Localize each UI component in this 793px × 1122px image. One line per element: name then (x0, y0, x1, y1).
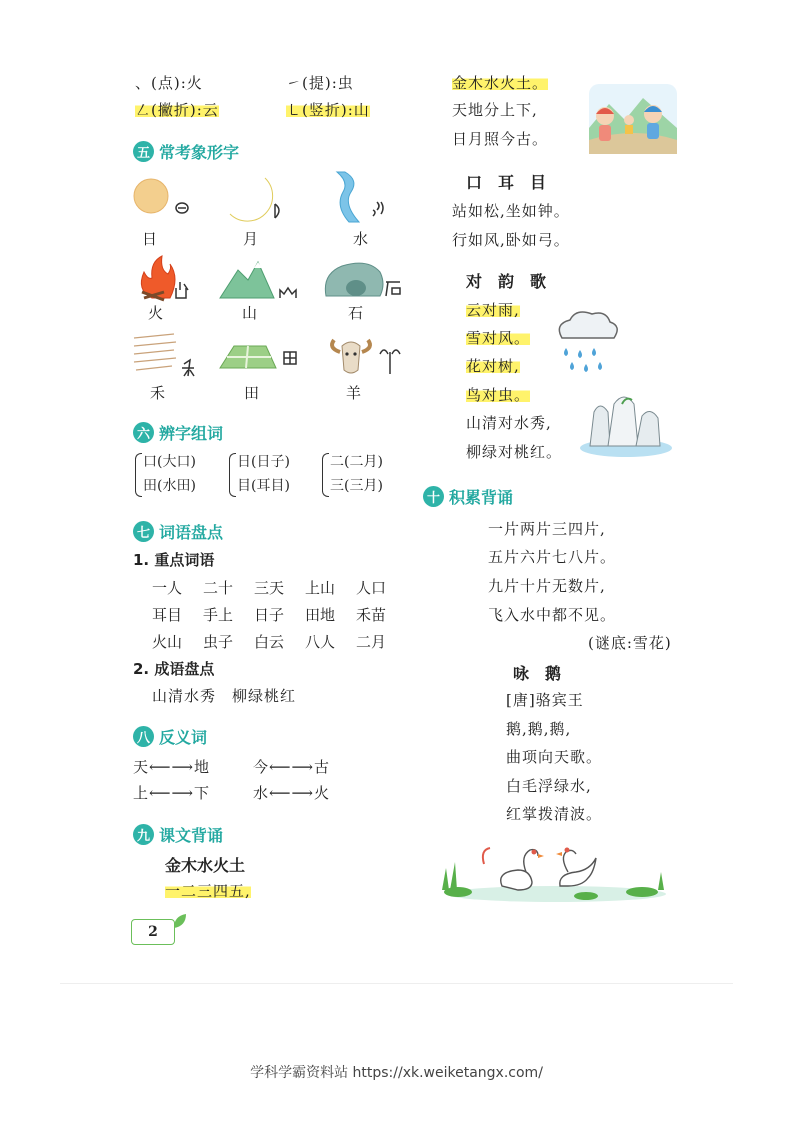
word-group-2 (237, 450, 290, 498)
pictograph-label: 羊 (346, 384, 362, 402)
section-number-badge: 六 (133, 422, 154, 443)
brace (135, 453, 142, 497)
section5-header (133, 140, 239, 163)
stroke-shuzhe: ㇄(竖折):山 (286, 101, 370, 119)
antonym-pair: 上⟵⟶下 (133, 784, 211, 802)
grain-icon (132, 332, 222, 380)
word: 人口 (356, 579, 387, 597)
poem-line: 站如松,坐如钟。 (452, 202, 570, 220)
section-title: 辨字组词 (159, 424, 224, 443)
rhyme-line: 花对树, (466, 357, 520, 375)
word: 八人 (305, 633, 336, 651)
pictograph-label: 月 (243, 230, 259, 248)
poem-line: 金木水火土。 (452, 74, 549, 92)
word: 二十 (203, 579, 234, 597)
stroke-dian: 、(点):火 (135, 74, 203, 92)
section-number-badge: 九 (133, 824, 154, 845)
stroke-piezhe: ㇜(撇折):云 (135, 101, 219, 119)
riddle-line: 一片两片三四片, (488, 520, 606, 538)
word: 火山 (152, 633, 183, 651)
rhyme-line: 鸟对虫。 (466, 386, 531, 404)
sun-icon (132, 176, 222, 226)
word-item: 口(大口) (143, 454, 196, 470)
section-number-badge: 八 (133, 726, 154, 747)
moon-icon (225, 176, 315, 226)
word: 上山 (305, 579, 336, 597)
goose-poem-line: 鹅,鹅,鹅, (506, 720, 572, 738)
brace (322, 453, 329, 497)
word-group-1 (143, 450, 196, 498)
pictograph-label: 禾 (150, 384, 166, 402)
pictograph-moon (225, 176, 315, 251)
word-item: 日(日子) (237, 454, 290, 470)
poem-line: 一二三四五, (165, 882, 251, 900)
geese-illustration (436, 842, 676, 904)
pictograph-field (216, 338, 306, 413)
antonym-pair: 今⟵⟶古 (253, 758, 331, 776)
word: 虫子 (203, 633, 234, 651)
rhyme-line: 柳绿对桃红。 (466, 443, 563, 461)
leaf-icon (172, 912, 188, 930)
goose-poem-line: 红掌拨清波。 (506, 805, 603, 823)
word: 一人 (152, 579, 183, 597)
section-title: 课文背诵 (159, 826, 224, 845)
pictograph-label: 山 (242, 304, 258, 322)
riddle-line: 飞入水中都不见。 (488, 606, 617, 624)
section-number-badge: 七 (133, 521, 154, 542)
pictograph-stone (322, 256, 412, 331)
section7-header (133, 520, 223, 543)
section-title: 词语盘点 (159, 523, 224, 542)
word-item: 二(二月) (330, 454, 383, 470)
subheading-key-words: 1. 重点词语 (133, 551, 215, 569)
word-row (152, 604, 407, 625)
antonym-pair: 天⟵⟶地 (133, 758, 211, 776)
idioms: 山清水秀 柳绿桃红 (152, 687, 297, 705)
pictograph-mountain (218, 256, 308, 331)
riddle-line: 九片十片无数片, (488, 577, 606, 595)
section-number-badge: 十 (423, 486, 444, 507)
fire-icon (132, 254, 222, 302)
goat-icon (328, 332, 418, 380)
section10-header (423, 485, 513, 508)
riddle-line: 五片六片七八片。 (488, 548, 617, 566)
riddle-answer: (谜底:雪花) (588, 634, 672, 652)
word-row (152, 631, 407, 652)
rhyme-line: 山清对水秀, (466, 414, 552, 432)
word: 二月 (356, 633, 387, 651)
rhyme-line: 雪对风。 (466, 329, 531, 347)
goose-poem-title: 咏 鹅 (513, 664, 562, 683)
word-row (152, 577, 407, 598)
pictograph-label: 日 (142, 230, 158, 248)
section-title: 积累背诵 (449, 488, 514, 507)
pictograph-label: 火 (148, 304, 164, 322)
pictograph-label: 水 (353, 230, 369, 248)
pictograph-label: 石 (348, 304, 364, 322)
page-number: 2 (131, 919, 175, 945)
rain-cloud-illustration (552, 308, 622, 378)
goose-poem-author: [唐]骆宾王 (506, 691, 584, 709)
word: 白云 (254, 633, 285, 651)
word-item: 三(三月) (330, 478, 383, 494)
children-illustration (585, 76, 681, 158)
goose-poem-line: 曲项向天歌。 (506, 748, 603, 766)
mountain-icon (218, 256, 308, 302)
field-icon (216, 338, 306, 378)
brace (229, 453, 236, 497)
stroke-ti: ㇀(提):虫 (286, 74, 354, 92)
pictograph-label: 田 (244, 384, 260, 402)
stone-icon (322, 256, 412, 302)
word: 三天 (254, 579, 285, 597)
rhyme-line: 云对雨, (466, 301, 520, 319)
ear-poem-title: 口 耳 目 (466, 173, 547, 192)
page-divider (60, 983, 733, 984)
section6-header (133, 421, 223, 444)
poem-line: 行如风,卧如弓。 (452, 231, 570, 249)
subheading-idioms: 2. 成语盘点 (133, 660, 215, 678)
poem-line: 天地分上下, (452, 101, 538, 119)
goose-poem-line: 白毛浮绿水, (506, 777, 592, 795)
pictograph-goat (328, 332, 418, 407)
word: 田地 (305, 606, 336, 624)
section-number-badge: 五 (133, 141, 154, 162)
pictograph-fire (132, 254, 222, 329)
word-item: 田(水田) (143, 478, 196, 494)
antonym-pair: 水⟵⟶火 (253, 784, 331, 802)
word: 耳目 (152, 606, 183, 624)
footer-watermark: 学科学霸资料站 https://xk.weiketangx.com/ (250, 1065, 543, 1081)
word: 禾苗 (356, 606, 387, 624)
section-title: 常考象形字 (159, 143, 240, 162)
word-item: 目(耳目) (237, 478, 290, 494)
pictograph-water (335, 170, 425, 248)
water-icon (335, 170, 425, 226)
poem-title: 金木水火土 (165, 856, 246, 875)
word-group-3 (330, 450, 383, 498)
mountain-lake-illustration (578, 392, 674, 460)
rhyme-title: 对 韵 歌 (466, 272, 547, 291)
pictograph-sun (132, 176, 222, 251)
section9-header (133, 823, 223, 846)
section-title: 反义词 (159, 728, 208, 747)
poem-line: 日月照今古。 (452, 130, 549, 148)
word: 手上 (203, 606, 234, 624)
section8-header (133, 725, 207, 748)
word: 日子 (254, 606, 285, 624)
pictograph-grain (132, 332, 222, 407)
